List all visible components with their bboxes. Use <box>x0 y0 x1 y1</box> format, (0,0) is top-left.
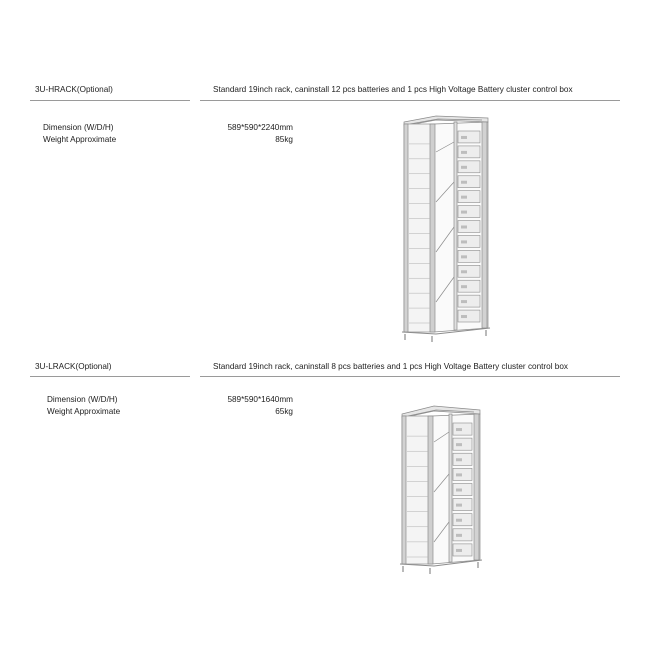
spec-label-dimension: Dimension (W/D/H) <box>43 123 114 132</box>
section-divider <box>200 100 620 101</box>
battery-module <box>453 514 472 526</box>
battery-handle <box>456 428 462 431</box>
product-name-lrack: 3U-LRACK(Optional) <box>35 362 112 371</box>
product-description-lrack: Standard 19inch rack, caninstall 8 pcs batteries and 1 pcs High Voltage Battery cluster control box <box>213 362 568 371</box>
spec-label-dimension: Dimension (W/D/H) <box>47 395 118 404</box>
product-name-hrack: 3U-HRACK(Optional) <box>35 85 113 94</box>
lrack-illustration <box>392 402 492 577</box>
battery-handle <box>461 136 467 139</box>
battery-module <box>453 544 472 556</box>
battery-module <box>453 468 472 480</box>
section-divider <box>200 376 620 377</box>
section-divider <box>30 376 190 377</box>
battery-handle <box>456 473 462 476</box>
battery-handle <box>456 458 462 461</box>
battery-handle <box>461 166 467 169</box>
battery-module <box>453 438 472 450</box>
battery-handle <box>461 270 467 273</box>
battery-module <box>453 423 472 435</box>
battery-handle <box>461 211 467 214</box>
battery-handle <box>461 300 467 303</box>
battery-handle <box>461 181 467 184</box>
battery-handle <box>461 240 467 243</box>
battery-module <box>453 499 472 511</box>
spec-value-dimension: 589*590*1640mm <box>227 395 293 404</box>
spec-value-dimension: 589*590*2240mm <box>227 123 293 132</box>
battery-handle <box>461 226 467 229</box>
product-description-hrack: Standard 19inch rack, caninstall 12 pcs batteries and 1 pcs High Voltage Battery cluster control box <box>213 85 573 94</box>
battery-module <box>453 483 472 495</box>
battery-handle <box>456 443 462 446</box>
hrack-illustration <box>396 112 496 347</box>
battery-handle <box>461 255 467 258</box>
spec-label-weight: Weight Approximate <box>47 407 121 416</box>
battery-module <box>453 453 472 465</box>
battery-handle <box>461 285 467 288</box>
spec-value-weight: 85kg <box>275 135 293 144</box>
spec-value-weight: 65kg <box>275 407 293 416</box>
battery-handle <box>456 504 462 507</box>
battery-handle <box>456 489 462 492</box>
battery-handle <box>456 534 462 537</box>
battery-handle <box>461 196 467 199</box>
spec-label-weight: Weight Approximate <box>43 135 117 144</box>
battery-module <box>453 529 472 541</box>
battery-handle <box>461 315 467 318</box>
battery-handle <box>456 519 462 522</box>
battery-handle <box>456 549 462 552</box>
battery-handle <box>461 151 467 154</box>
section-divider <box>30 100 190 101</box>
